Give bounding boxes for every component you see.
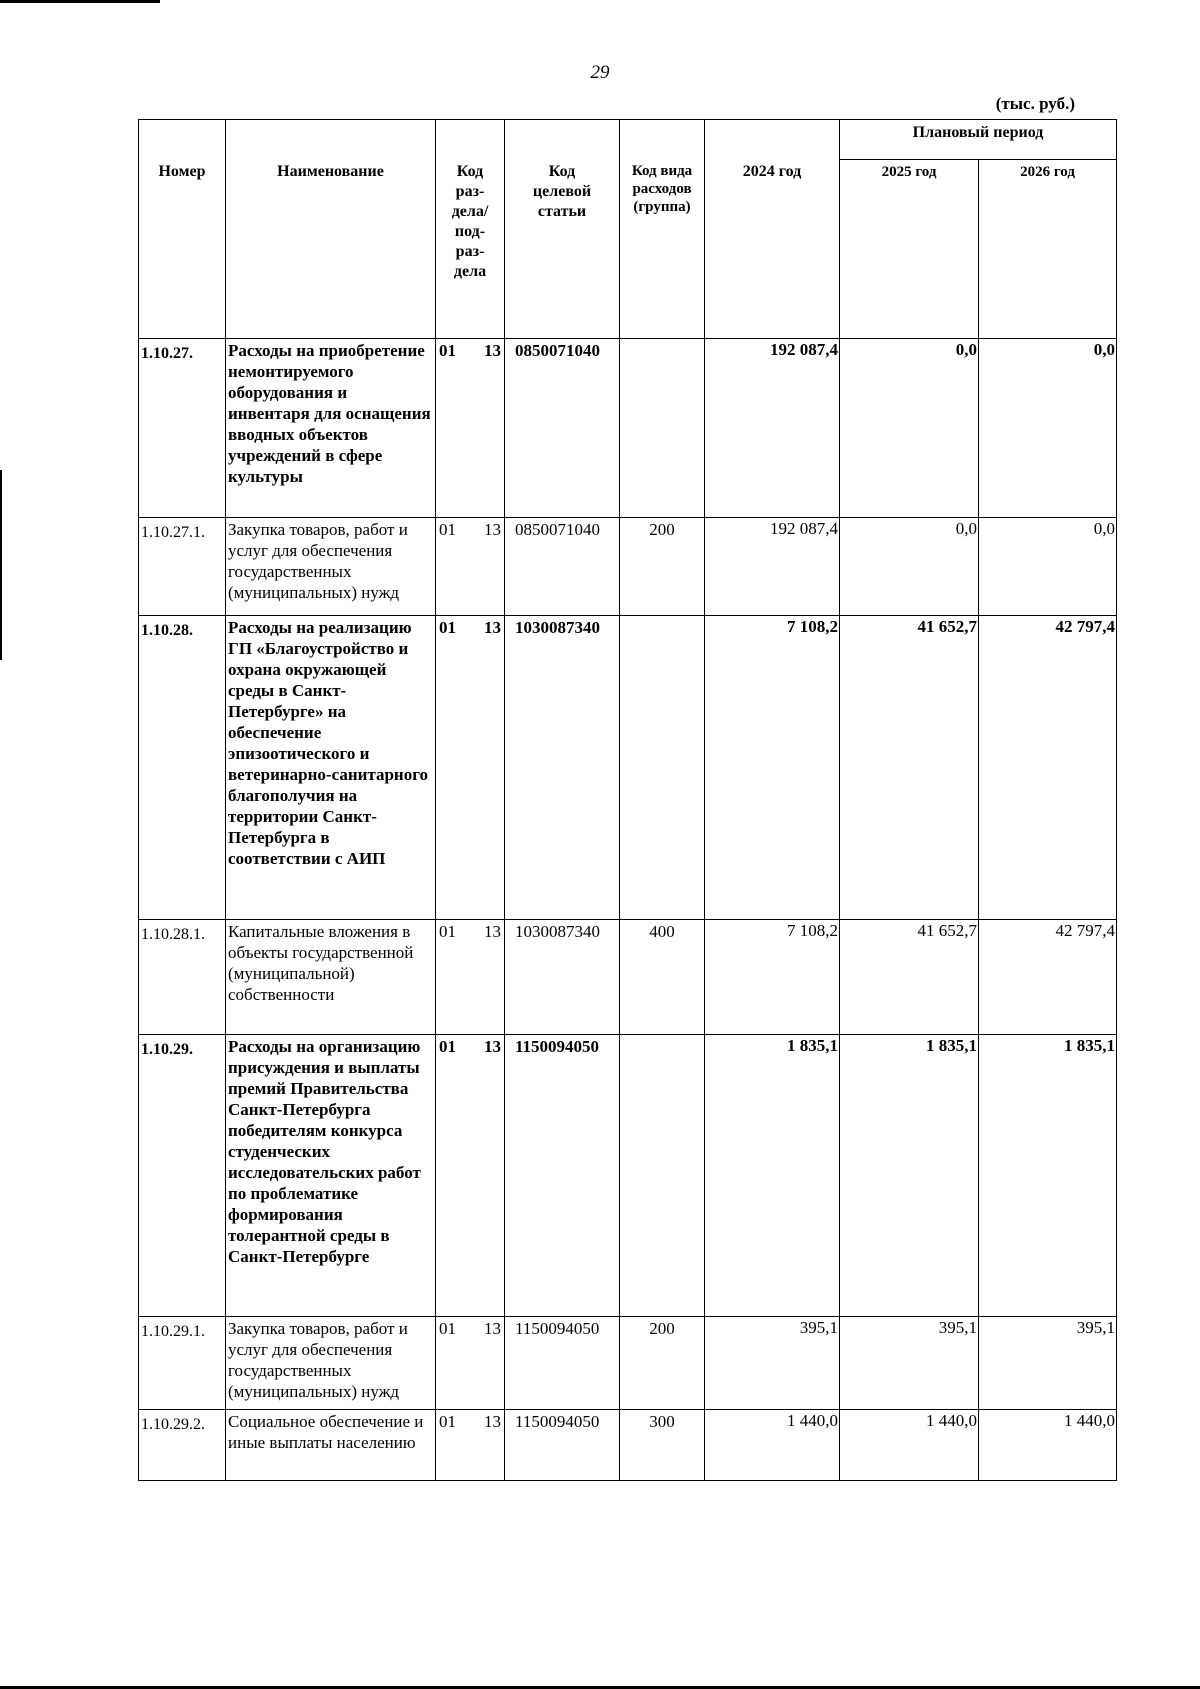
table-row (139, 339, 1117, 518)
budget-table (138, 119, 1117, 1481)
row-2026: 0,0 (979, 518, 1117, 616)
row-celevaya: 1150094050 (505, 1317, 620, 1410)
row-celevaya: 1150094050 (505, 1035, 620, 1317)
row-vid (620, 1035, 705, 1317)
row-name: Закупка товаров, работ и услуг для обеспечения государственных (муниципальных) нужд (226, 1317, 436, 1410)
row-vid (620, 339, 705, 518)
header-celevaya: Код целевой статьи (505, 120, 620, 339)
row-razdel (436, 616, 505, 920)
row-name: Социальное обеспечение и иные выплаты населению (226, 1410, 436, 1481)
page-number: 29 (590, 62, 610, 83)
row-celevaya: 1030087340 (505, 920, 620, 1035)
row-number: 1.10.27.1. (139, 518, 226, 616)
razdel-code: 01 (439, 1319, 456, 1338)
header-razdel: Код раз- дела/ под- раз- дела (436, 120, 505, 339)
row-2026: 42 797,4 (979, 920, 1117, 1035)
row-2025: 0,0 (840, 339, 979, 518)
razdel-code: 01 (439, 922, 456, 941)
header-plan-period: Плановый период (840, 120, 1117, 160)
header-2026: 2026 год (979, 160, 1117, 339)
row-2026: 1 440,0 (979, 1410, 1117, 1481)
row-razdel (436, 920, 505, 1035)
razdel-code: 01 (439, 520, 456, 539)
header-name: Наименование (226, 120, 436, 339)
header-2025: 2025 год (840, 160, 979, 339)
row-celevaya: 0850071040 (505, 339, 620, 518)
row-2026: 1 835,1 (979, 1035, 1117, 1317)
podrazdel-code: 13 (484, 520, 501, 539)
row-celevaya: 1150094050 (505, 1410, 620, 1481)
table-row (139, 920, 1117, 1035)
row-vid (620, 616, 705, 920)
row-2024: 1 835,1 (705, 1035, 840, 1317)
razdel-code: 01 (439, 1037, 456, 1056)
row-razdel (436, 1410, 505, 1481)
row-2026: 395,1 (979, 1317, 1117, 1410)
table-row (139, 1317, 1117, 1410)
row-celevaya: 1030087340 (505, 616, 620, 920)
row-number: 1.10.29.2. (139, 1410, 226, 1481)
scan-edge-mark (0, 470, 2, 660)
header-number: Номер (139, 120, 226, 339)
row-number: 1.10.29. (139, 1035, 226, 1317)
row-razdel (436, 1317, 505, 1410)
row-vid: 200 (620, 1317, 705, 1410)
row-2024: 192 087,4 (705, 518, 840, 616)
razdel-code: 01 (439, 618, 456, 637)
podrazdel-code: 13 (484, 922, 501, 941)
row-2024: 7 108,2 (705, 920, 840, 1035)
row-vid: 200 (620, 518, 705, 616)
row-number: 1.10.28. (139, 616, 226, 920)
razdel-code: 01 (439, 1412, 456, 1431)
header-row (139, 120, 1117, 160)
units-label: (тыс. руб.) (995, 94, 1075, 113)
header-2024: 2024 год (705, 120, 840, 339)
row-number: 1.10.29.1. (139, 1317, 226, 1410)
row-2025: 395,1 (840, 1317, 979, 1410)
podrazdel-code: 13 (484, 341, 501, 360)
row-2024: 395,1 (705, 1317, 840, 1410)
row-celevaya: 0850071040 (505, 518, 620, 616)
row-2026: 42 797,4 (979, 616, 1117, 920)
podrazdel-code: 13 (484, 1412, 501, 1431)
podrazdel-code: 13 (484, 1037, 501, 1056)
row-2025: 1 440,0 (840, 1410, 979, 1481)
table-row (139, 1035, 1117, 1317)
row-number: 1.10.28.1. (139, 920, 226, 1035)
row-razdel (436, 1035, 505, 1317)
row-razdel (436, 339, 505, 518)
row-2024: 1 440,0 (705, 1410, 840, 1481)
row-vid: 300 (620, 1410, 705, 1481)
podrazdel-code: 13 (484, 618, 501, 637)
row-2025: 41 652,7 (840, 616, 979, 920)
row-2025: 41 652,7 (840, 920, 979, 1035)
row-2025: 1 835,1 (840, 1035, 979, 1317)
row-name: Расходы на организацию присуждения и выплаты премий Правительства Санкт-Петербурга победителям конкурса студенческих исследовательских работ по проблематике формирования толерантной среды в Санкт-Петербурге (226, 1035, 436, 1317)
row-name: Расходы на реализацию ГП «Благоустройство и охрана окружающей среды в Санкт-Петербурге» на обеспечение эпизоотического и ветеринарно-санитарного благополучия на территории Санкт-Петербурга в соответствии с АИП (226, 616, 436, 920)
scan-edge-mark (0, 0, 160, 3)
row-name: Расходы на приобретение немонтируемого оборудования и инвентаря для оснащения вводных объектов учреждений в сфере культуры (226, 339, 436, 518)
podrazdel-code: 13 (484, 1319, 501, 1338)
row-name: Капитальные вложения в объекты государственной (муниципальной) собственности (226, 920, 436, 1035)
header-vid: Код вида расходов (группа) (620, 120, 705, 339)
row-name: Закупка товаров, работ и услуг для обеспечения государственных (муниципальных) нужд (226, 518, 436, 616)
razdel-code: 01 (439, 341, 456, 360)
row-2026: 0,0 (979, 339, 1117, 518)
table-row (139, 518, 1117, 616)
row-number: 1.10.27. (139, 339, 226, 518)
row-2024: 7 108,2 (705, 616, 840, 920)
row-2024: 192 087,4 (705, 339, 840, 518)
row-razdel (436, 518, 505, 616)
table-row (139, 616, 1117, 920)
table-row (139, 1410, 1117, 1481)
row-2025: 0,0 (840, 518, 979, 616)
row-vid: 400 (620, 920, 705, 1035)
